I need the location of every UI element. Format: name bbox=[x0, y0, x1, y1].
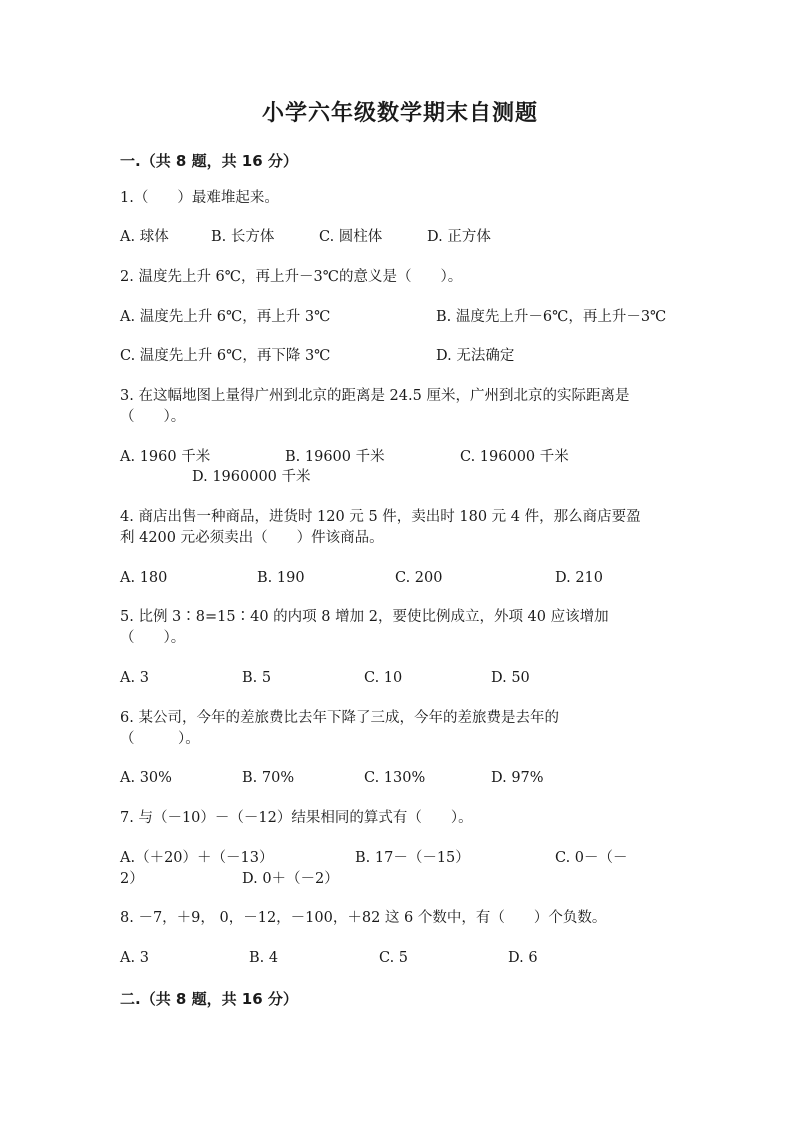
question-2-option-b: B. 温度先上升－6℃，再上升－3℃ bbox=[436, 309, 667, 325]
section-heading-1: 一.（共 8 题，共 16 分） bbox=[120, 152, 298, 170]
question-2-text: 2. 温度先上升 6℃，再上升－3℃的意义是（ ）。 bbox=[120, 269, 463, 285]
question-3-text-line-1: 3. 在这幅地图上量得广州到北京的距离是 24.5 厘米，广州到北京的实际距离是 bbox=[120, 388, 630, 404]
section-heading-2: 二.（共 8 题，共 16 分） bbox=[120, 990, 298, 1008]
question-1-option-a: A. 球体 bbox=[120, 229, 169, 245]
question-8-option-b: B. 4 bbox=[249, 950, 279, 966]
question-5-text-line-2: （ ）。 bbox=[120, 630, 186, 646]
question-6-option-c: C. 130% bbox=[364, 770, 426, 786]
question-5-option-a: A. 3 bbox=[120, 670, 149, 686]
question-7-option-c-wrap: 2） bbox=[120, 871, 144, 887]
question-6-option-d: D. 97% bbox=[491, 770, 544, 786]
question-4-text-line-1: 4. 商店出售一种商品，进货时 120 元 5 件，卖出时 180 元 4 件，那么商店要盈 bbox=[120, 509, 641, 525]
question-4-option-d: D. 210 bbox=[555, 570, 604, 586]
question-6-option-a: A. 30% bbox=[120, 770, 172, 786]
question-2-option-c: C. 温度先上升 6℃，再下降 3℃ bbox=[120, 348, 331, 364]
question-5-option-d: D. 50 bbox=[491, 670, 530, 686]
question-7-option-d: D. 0＋（－2） bbox=[242, 871, 339, 887]
question-1-text: 1.（ ）最难堆起来。 bbox=[120, 190, 279, 206]
question-6-text-line-1: 6. 某公司，今年的差旅费比去年下降了三成，今年的差旅费是去年的 bbox=[120, 710, 559, 726]
question-8-text: 8. －7，＋9， 0，－12，－100，＋82 这 6 个数中，有（ ）个负数。 bbox=[120, 910, 607, 926]
question-6-option-b: B. 70% bbox=[242, 770, 295, 786]
question-5-option-b: B. 5 bbox=[242, 670, 272, 686]
question-8-option-c: C. 5 bbox=[379, 950, 409, 966]
question-3-option-c: C. 196000 千米 bbox=[460, 449, 569, 465]
question-3-option-a: A. 1960 千米 bbox=[120, 449, 211, 465]
question-8-option-d: D. 6 bbox=[508, 950, 538, 966]
question-7-option-b: B. 17－（－15） bbox=[355, 850, 470, 866]
question-1-option-d: D. 正方体 bbox=[427, 229, 491, 245]
question-1-option-b: B. 长方体 bbox=[211, 229, 275, 245]
question-5-option-c: C. 10 bbox=[364, 670, 403, 686]
question-2-option-d: D. 无法确定 bbox=[436, 348, 515, 364]
question-5-text-line-1: 5. 比例 3∶8=15∶40 的内项 8 增加 2，要使比例成立，外项 40 应该增加 bbox=[120, 609, 609, 625]
question-4-option-c: C. 200 bbox=[395, 570, 443, 586]
question-4-option-b: B. 190 bbox=[257, 570, 305, 586]
page-title: 小学六年级数学期末自测题 bbox=[261, 101, 538, 126]
question-6-text-line-2: （ ）。 bbox=[120, 731, 200, 747]
question-4-option-a: A. 180 bbox=[120, 570, 168, 586]
question-4-text-line-2: 利 4200 元必须卖出（ ）件该商品。 bbox=[120, 530, 384, 546]
question-2-option-a: A. 温度先上升 6℃，再上升 3℃ bbox=[120, 309, 331, 325]
question-3-text-line-2: （ ）。 bbox=[120, 409, 186, 425]
question-3-option-d: D. 1960000 千米 bbox=[192, 469, 311, 485]
question-1-option-c: C. 圆柱体 bbox=[319, 229, 383, 245]
question-7-text: 7. 与（－10）－（－12）结果相同的算式有（ ）。 bbox=[120, 810, 473, 826]
question-3-option-b: B. 19600 千米 bbox=[285, 449, 385, 465]
question-8-option-a: A. 3 bbox=[120, 950, 149, 966]
question-7-option-a: A.（＋20）＋（－13） bbox=[120, 850, 274, 866]
question-7-option-c: C. 0－（－ bbox=[555, 850, 628, 866]
